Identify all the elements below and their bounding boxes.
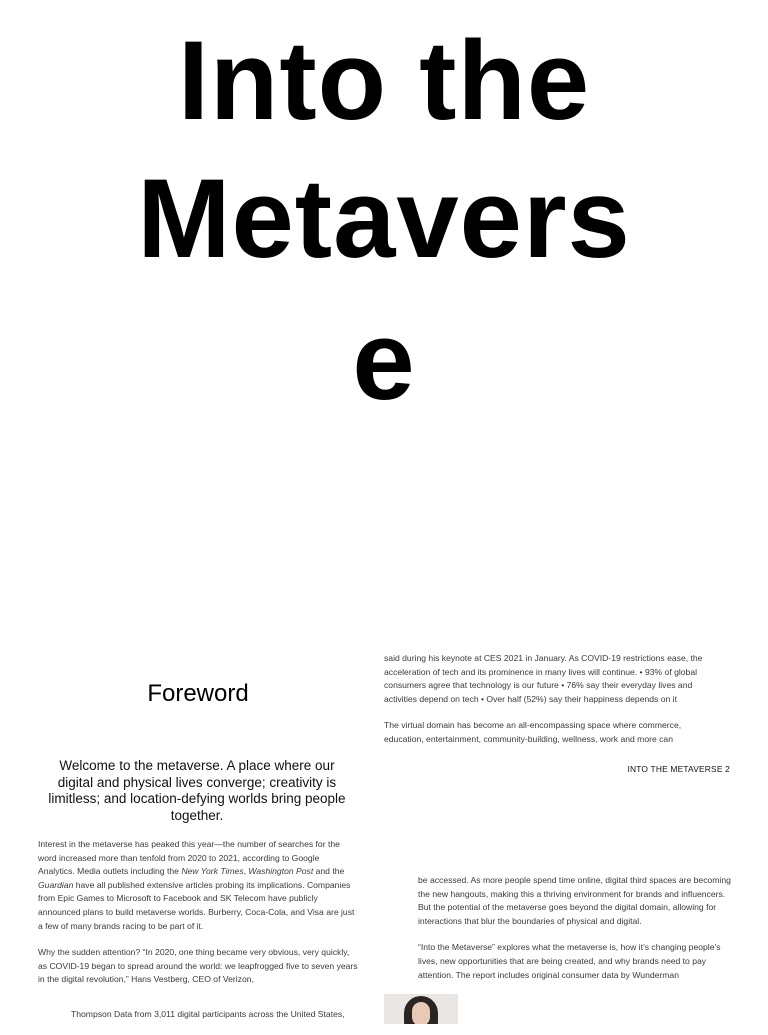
foreword-body: [38, 838, 358, 1000]
title-line-3: e: [352, 298, 416, 423]
right-paragraph-3: be accessed. As more people spend time online, digital third spaces are becoming the new hangouts, making this a thriving environment for brands and influencers. But the potential of the metaverse goes beyond the digital domain, allowing for interactions that blur the boundaries of physical and digital.: [418, 875, 731, 926]
title-line-2: Metavers: [137, 156, 631, 281]
right-paragraph-4: “Into the Metaverse” explores what the metaverse is, how it’s changing people’s lives, new opportunities that are being created, and why brands need to pay attention. The report includes original consumer data by Wunderman: [418, 942, 721, 980]
right-paragraph-1: said during his keynote at CES 2021 in January. As COVID-19 restrictions ease, the acceleration of tech and its prominence in many lives will continue. • 93% of global consumers agree that technology is our future • 76% say their everyday lives and activities depend on tech • Over half (52%) say their happiness depends on it: [384, 653, 703, 704]
publication-guardian: Guardian: [38, 879, 74, 890]
para1-text-1: Interest in the metaverse has peaked this year—the number of searches for the word increased more than tenfold from 2020 to 2021, according to Google Analytics. Media outlets including the: [38, 839, 340, 877]
foreword-paragraph-1: [38, 838, 358, 933]
portrait-photo: [384, 994, 458, 1024]
publication-wapo: Washington Post: [248, 866, 314, 877]
right-column-bottom: [418, 874, 740, 995]
foreword-intro: Welcome to the metaverse. A place where our digital and physical lives converge; creativity is limitless; and location-defying worlds bring people together.: [48, 758, 346, 823]
para1-text-2: and the: [313, 866, 345, 877]
para1-text-3: have all published extensive articles probing its implications. Companies from Epic Games to Microsoft to Facebook and SK Telecom have publicly announced plans to build metaverse worlds. Burberry, Coca-Cola, and Visa are just a few of many brands racing to be part of it.: [38, 879, 355, 931]
right-paragraph-2: The virtual domain has become an all-encompassing space where commerce, education, entertainment, community-building, wellness, work and more can: [384, 720, 682, 744]
title-line-1: Into the: [177, 18, 591, 143]
right-column-top: [384, 652, 714, 760]
foreword-paragraph-3: [71, 1008, 361, 1035]
foreword-heading: Foreword: [147, 680, 249, 707]
page-footer: INTO THE METAVERSE 2: [627, 764, 730, 774]
para1-separator: ,: [243, 866, 249, 877]
foreword-paragraph-2: Why the sudden attention? “In 2020, one thing became very obvious, very quickly, as COVID-19 began to spread around the world: we leapfrogged five to seven years in the digital revolution,” Hans Vestberg, CEO of Verizon,: [38, 947, 358, 985]
foreword-paragraph-3-text: Thompson Data from 3,011 digital participants across the United States,: [71, 1009, 345, 1019]
publication-nyt: New York Times: [181, 866, 244, 877]
portrait-face: [412, 1002, 430, 1024]
